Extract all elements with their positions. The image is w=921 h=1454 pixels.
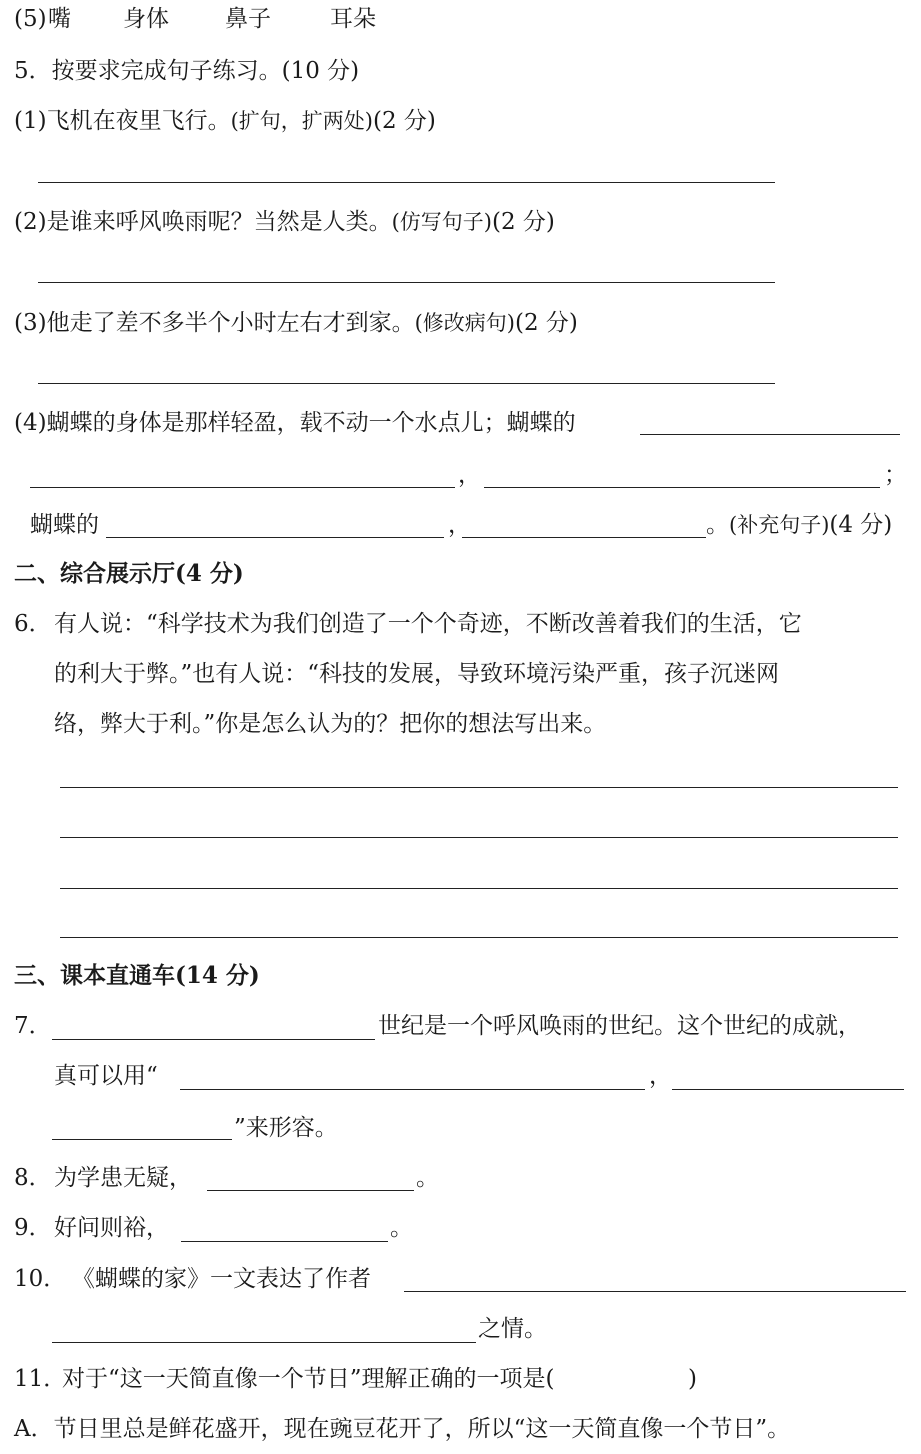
q6-answer-line-3[interactable]	[60, 888, 898, 889]
q6-number: 6．	[14, 611, 52, 637]
q5-s4-text: 蝴蝶的身体是那样轻盈，载不动一个水点儿；蝴蝶的	[46, 410, 576, 436]
q5-s4-blank2[interactable]	[30, 487, 455, 488]
q9-period: 。	[390, 1215, 413, 1241]
q5-s4-comma: ，	[458, 462, 481, 488]
q11-option-a[interactable]: A．节日里总是鲜花盛开，现在豌豆花开了，所以“这一天简直像一个节日”。	[14, 1416, 791, 1442]
q7-blank4[interactable]	[52, 1139, 232, 1140]
q5-s2-number: (2)	[14, 209, 47, 235]
q7-text4: ”来形容。	[234, 1115, 338, 1141]
q4-item5-word4: 耳朵	[330, 6, 376, 32]
q5-s4-semicolon: ；	[884, 462, 907, 488]
q5-s1-score: (2 分)	[372, 108, 436, 134]
q5-s3-hint: (修改病句)	[414, 311, 515, 335]
q5-s3-answer-line[interactable]	[38, 383, 775, 384]
q10-blank1[interactable]	[404, 1291, 906, 1292]
section3-heading: 三、课本直通车(14 分)	[14, 962, 260, 989]
q10-blank2[interactable]	[52, 1342, 476, 1343]
q10-number: 10．	[14, 1266, 67, 1292]
q7-text2: 真可以用“	[54, 1063, 158, 1089]
q5-title: 5．按要求完成句子练习。(10 分)	[14, 58, 360, 84]
q9-blank[interactable]	[181, 1241, 388, 1242]
q4-item5-word1: 嘴	[48, 6, 71, 32]
q8-blank[interactable]	[207, 1190, 414, 1191]
q5-s4-period: 。	[706, 512, 729, 538]
q7-blank1[interactable]	[52, 1039, 375, 1040]
q11-close-paren: )	[688, 1366, 697, 1392]
q5-s1-number: (1)	[14, 108, 47, 134]
q6-answer-line-4[interactable]	[60, 937, 898, 938]
q7-text1: 世纪是一个呼风唤雨的世纪。这个世纪的成就，	[378, 1013, 861, 1039]
q5-s2	[14, 207, 555, 237]
q10-text2: 之情。	[478, 1316, 547, 1342]
q5-s2-hint: (仿写句子)	[391, 210, 492, 234]
q5-s4-number: (4)	[14, 410, 47, 436]
q5-s4-comma2: ，	[448, 512, 471, 538]
q5-s2-text: 是谁来呼风唤雨呢？当然是人类。	[46, 209, 392, 235]
q8-text1: 为学患无疑，	[54, 1165, 192, 1191]
q5-s2-answer-line[interactable]	[38, 282, 775, 283]
q8-number: 8．	[14, 1165, 52, 1191]
q5-s3	[14, 308, 578, 338]
q5-s3-text: 他走了差不多半个小时左右才到家。	[46, 310, 415, 336]
q6-line3: 络，弊大于利。”你是怎么认为的？把你的想法写出来。	[54, 711, 607, 737]
q5-s1-hint: (扩句，扩两处)	[230, 109, 373, 133]
q5-s4-prefix: 蝴蝶的	[30, 512, 99, 538]
q6-line2: 的利大于弊。”也有人说：“科技的发展，导致环境污染严重，孩子沉迷网	[54, 661, 780, 687]
q5-s4-score: (4 分)	[829, 512, 893, 538]
q5-s4-blank5[interactable]	[462, 537, 706, 538]
q6-answer-line-2[interactable]	[60, 837, 898, 838]
q5-s1-text: 飞机在夜里飞行。	[46, 108, 231, 134]
q7-comma: ，	[649, 1063, 672, 1089]
q5-s4-hint: (补充句子)	[729, 513, 830, 537]
q4-item5-word3: 鼻子	[225, 6, 271, 32]
q5-s3-number: (3)	[14, 310, 47, 336]
q5-s4-ending	[706, 510, 892, 540]
q4-item5-number: (5)	[14, 6, 47, 32]
q7-number: 7．	[14, 1013, 52, 1039]
q9-text1: 好问则裕，	[54, 1215, 169, 1241]
q5-s1	[14, 106, 436, 136]
q11-text: 对于“这一天简直像一个节日”理解正确的一项是(	[62, 1366, 555, 1392]
q5-s3-score: (2 分)	[514, 310, 578, 336]
q6-answer-line-1[interactable]	[60, 787, 898, 788]
q5-s4-blank4[interactable]	[106, 537, 444, 538]
q5-s2-score: (2 分)	[491, 209, 555, 235]
q10-text1: 《蝴蝶的家》一文表达了作者	[72, 1266, 371, 1292]
q4-item5-word2: 身体	[123, 6, 169, 32]
section2-heading: 二、综合展示厅(4 分)	[14, 560, 244, 587]
q11-number: 11．	[14, 1366, 67, 1392]
q5-s1-answer-line[interactable]	[38, 182, 775, 183]
q7-blank3[interactable]	[672, 1089, 904, 1090]
q7-blank2[interactable]	[180, 1089, 645, 1090]
q5-s4-blank3[interactable]	[484, 487, 880, 488]
q8-period: 。	[416, 1165, 439, 1191]
q9-number: 9．	[14, 1215, 52, 1241]
q6-line1: 有人说：“科学技术为我们创造了一个个奇迹，不断改善着我们的生活，它	[54, 611, 802, 637]
q5-s4-line1	[14, 408, 576, 438]
q5-s4-blank1[interactable]	[640, 434, 900, 435]
